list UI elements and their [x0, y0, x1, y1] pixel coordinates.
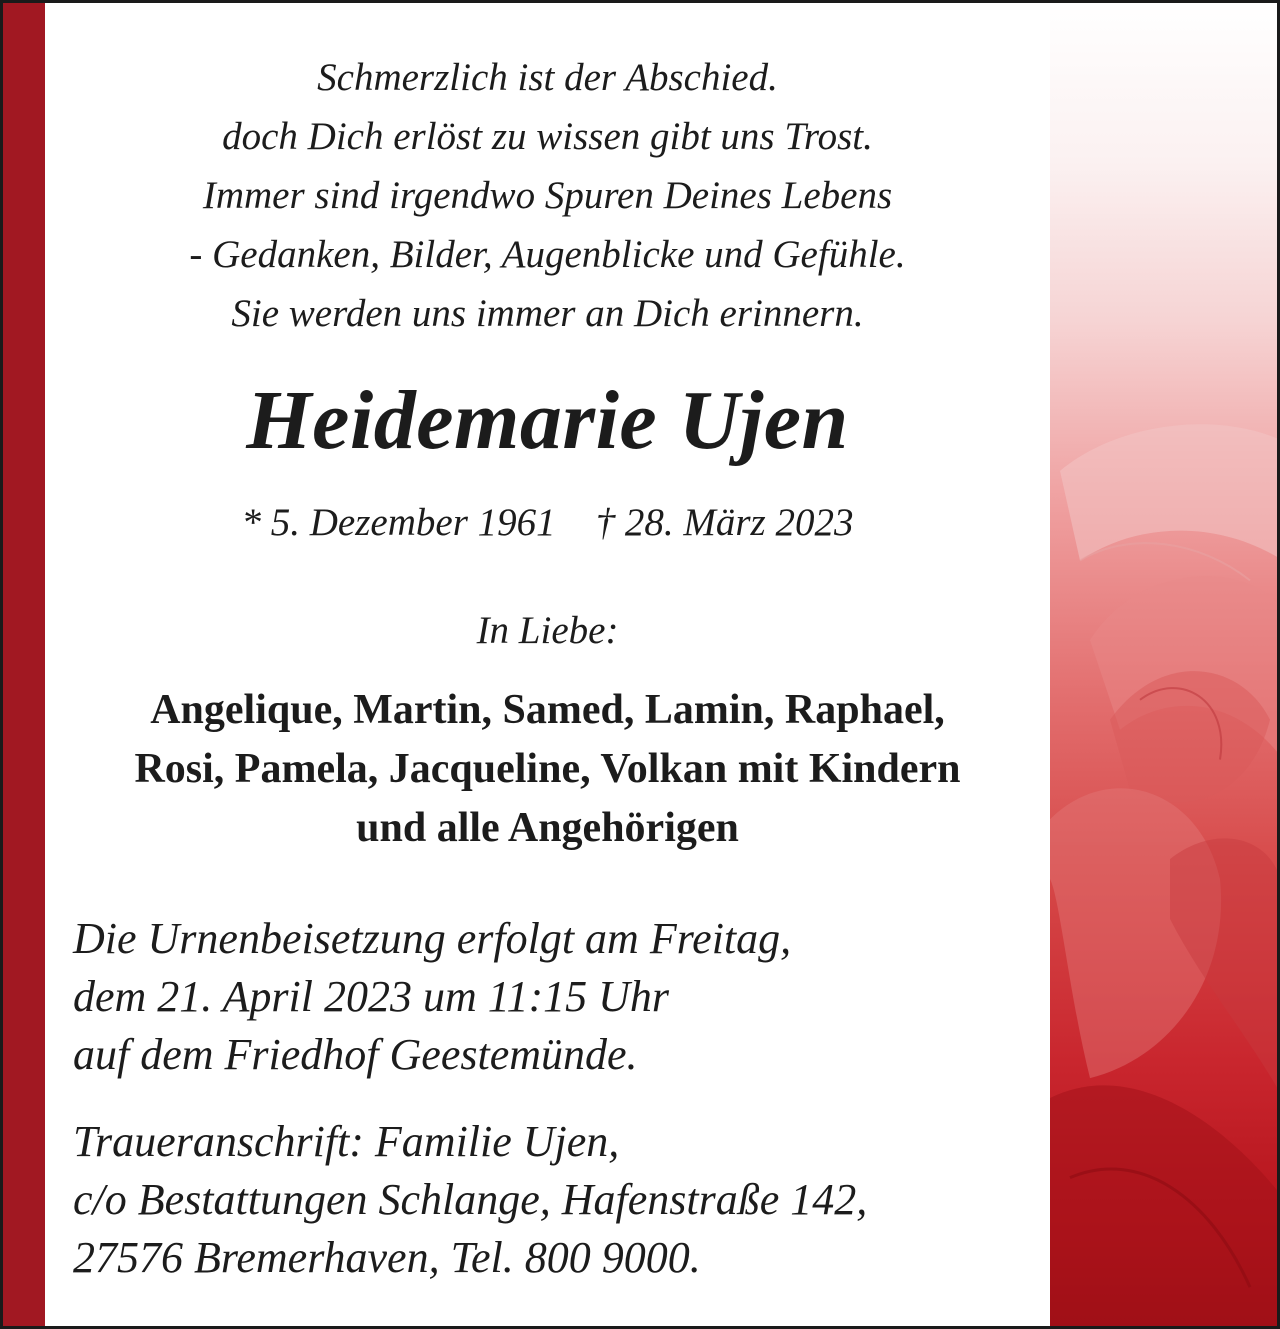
poem-line: doch Dich erlöst zu wissen gibt uns Trost. [222, 115, 873, 158]
funeral-line: Die Urnenbeisetzung erfolgt am Freitag, [73, 914, 792, 963]
mourners-list [45, 681, 1050, 858]
life-dates [45, 495, 1050, 551]
address-line: 27576 Bremerhaven, Tel. 800 9000. [73, 1233, 701, 1282]
funeral-line: auf dem Friedhof Geestemünde. [73, 1030, 638, 1079]
poem-line: Schmerzlich ist der Abschied. [317, 56, 778, 99]
mourners-line: Angelique, Martin, Samed, Lamin, Raphael, [150, 687, 945, 733]
red-rose-photo-icon [1050, 3, 1280, 1326]
poem-line: Immer sind irgendwo Spuren Deines Lebens [202, 174, 893, 217]
dark-red-vertical-bar [3, 3, 45, 1326]
address-line: Traueranschrift: Familie Ujen, [73, 1117, 620, 1166]
rose-petals-graphic [1050, 3, 1280, 1326]
condolence-address [73, 1113, 1043, 1287]
death-date: † 28. März 2023 [595, 501, 854, 544]
deceased-name: Heidemarie Ujen [246, 374, 849, 467]
mourners-intro: In Liebe: [476, 609, 619, 652]
poem-line: Sie werden uns immer an Dich erinnern. [231, 292, 864, 335]
birth-date: * 5. Dezember 1961 [241, 501, 556, 544]
poem-verse [45, 48, 1050, 343]
mourners-line: und alle Angehörigen [356, 805, 739, 851]
funeral-line: dem 21. April 2023 um 11:15 Uhr [73, 972, 670, 1021]
funeral-details [73, 910, 1043, 1084]
poem-line: - Gedanken, Bilder, Augenblicke und Gefühle. [189, 233, 906, 276]
address-line: c/o Bestattungen Schlange, Hafenstraße 142, [73, 1175, 868, 1224]
mourners-line: Rosi, Pamela, Jacqueline, Volkan mit Kindern [134, 746, 961, 792]
